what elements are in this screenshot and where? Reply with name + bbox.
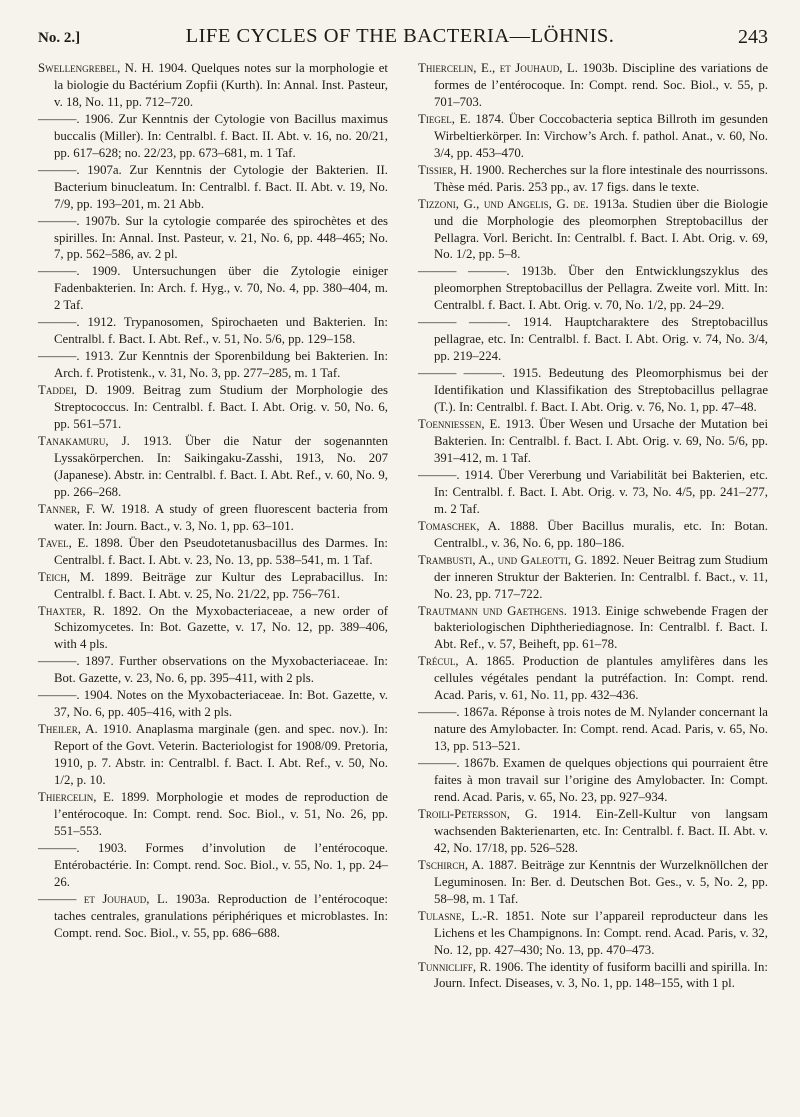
entry-text: 1913. Über Wesen und Ursache der Mutation bei Bakterien. In: Centralbl. f. Bact. I. Abt. Orig. v. 69, No. 5/6, pp. 391–412, m. 1 Taf. <box>434 417 768 465</box>
entry-author: Tulasne, L.-R. <box>418 908 499 923</box>
entry-text: 1892. On the Myxobacteriaceae, a new order of Schizomycetes. In: Bot. Gazette, v. 17, No. 12, pp. 389–406, with 4 pls. <box>54 603 388 652</box>
entry-author: ———. <box>38 111 80 126</box>
bibliography-entry <box>418 314 768 365</box>
bibliography-entry <box>418 755 768 806</box>
entry-text: 1910. Anaplasma marginale (gen. and spec. nov.). In: Report of the Govt. Veterin. Bacteriologist for 1908/09. Pretoria, 1910, p. 7. Abstr. in: Centralbl. f. Bact. I. Abt. Ref., v. 50, No. 1/2, p. 10. <box>54 722 388 788</box>
bibliography-entry <box>418 365 768 416</box>
entry-text: 1915. Bedeutung des Pleomorphismus bei der Identifikation und Klassifikation des Streptobacillus pellagrae (T.). In: Centralbl. f. Bact. I. Abt. Orig. v. 76, No. 1, pp. 47–48. <box>434 366 768 415</box>
entry-author: Trambusti, A., und Galeotti, G. <box>418 552 588 567</box>
entry-author: ———. <box>38 213 80 228</box>
entry-author: ——— ———. <box>418 264 510 279</box>
bibliography-entry <box>418 653 768 704</box>
entry-author: Tanakamuru, J. <box>38 433 130 448</box>
entry-author: Thiercelin, E. <box>38 789 115 804</box>
bibliography-entry <box>38 687 388 721</box>
entry-author: ——— et Jouhaud, L. <box>38 891 168 906</box>
entry-text: 1874. Über Coccobacteria septica Billroth im gesunden Wirbeltierkörper. In: Virchow’s Arch. f. pathol. Anat., v. 60, No. 3/4, pp. 453–470. <box>434 111 768 160</box>
bibliography-entry <box>418 467 768 518</box>
entry-author: Thiercelin, E., et Jouhaud, L. <box>418 61 578 75</box>
entry-text: 1909. Untersuchungen über die Zytologie einiger Fadenbakterien. In: Arch. f. Hyg., v. 70, No. 4, pp. 380–404, m. 2 Taf. <box>54 264 388 313</box>
bibliography-entry <box>38 314 388 348</box>
bibliography-entry <box>418 111 768 162</box>
bibliography-entry <box>38 382 388 433</box>
entry-author: ———. <box>38 315 80 330</box>
bibliography-entry <box>418 263 768 314</box>
entry-text: 1907b. Sur la cytologie comparée des spirochètes et des spirilles. In: Annal. Inst. Pasteur, v. 21, No. 6, pp. 448–465; No. 7, pp. 562–586, av. 2 pl. <box>54 213 388 262</box>
entry-text: 1904. Notes on the Myxobacteriaceae. In: Bot. Gazette, v. 37, No. 6, pp. 405–416, with 2 pls. <box>54 688 388 720</box>
entry-text: 1907a. Zur Kenntnis der Cytologie der Bakterien. II. Bacterium binucleatum. In: Centralbl. f. Bact. II. Abt. v. 19, No. 7/9, pp. 193–201, m. 21 Abb. <box>54 162 388 211</box>
bibliography-entry <box>418 552 768 603</box>
entry-author: ———. <box>418 467 460 482</box>
entry-text: 1914. Über Vererbung und Variabilität bei Bakterien, etc. In: Centralbl. f. Bact. I. Abt. Orig. v. 73, No. 4/5, pp. 241–277, m. 2 Taf. <box>434 467 768 516</box>
entry-text: 1913. Einige schwebende Fragen der bakteriologischen Diphtheriediagnose. In: Centralbl. f. Bact. I. Abt. Ref., v. 57, Beiheft, pp. 61–78. <box>434 603 769 652</box>
entry-author: Tomaschek, A. <box>418 518 501 533</box>
entry-author: Taddei, D. <box>38 383 98 398</box>
entry-author: Tiegel, E. <box>418 111 471 126</box>
bibliography-entry <box>38 840 388 891</box>
entry-author: Tizzoni, G., und Angelis, G. de. <box>418 196 589 211</box>
entry-text: 1914. Ein-Zell-Kultur von langsam wachsenden Bakterienarten, etc. In: Centralbl. f. Bact. II. Abt. v. 42, No. 17/18, pp. 526–528. <box>434 806 768 855</box>
entry-text: 1867b. Examen de quelques objections qui pourraient être faites à mon travail sur l’origine des Amylobacter. In: Compt. rend. Acad. Paris, v. 65, No. 23, pp. 927–934. <box>434 756 768 804</box>
entry-author: ———. <box>38 349 80 364</box>
issue-number: No. 2.] <box>38 30 81 46</box>
bibliography-entry <box>38 603 388 654</box>
entry-text: 1899. Morphologie et modes de reproduction de l’entérocoque. In: Compt. rend. Soc. Biol., v. 51, No. 26, pp. 551–553. <box>54 789 388 838</box>
entry-author: ———. <box>38 162 80 177</box>
entry-author: Teich, M. <box>38 569 95 584</box>
page-header <box>0 0 800 56</box>
entry-text: 1903. Formes d’involution de l’entérocoque. Entérobactérie. In: Compt. rend. Soc. Biol., v. 55, No. 1, pp. 24–26. <box>54 840 388 889</box>
entry-text: 1906. Zur Kenntnis der Cytologie von Bacillus maximus buccalis (Miller). In: Centralbl. f. Bact. II. Abt. v. 16, no. 20/21, pp. 617–628; no. 22/23, pp. 673–681, m. 1 Taf. <box>54 111 388 160</box>
entry-text: 1900. Recherches sur la flore intestinale des nourrissons. Thèse méd. Paris. 253 pp., av. 17 figs. dans le texte. <box>434 162 768 194</box>
bibliography-entry <box>38 348 388 382</box>
entry-text: 1888. Über Bacillus muralis, etc. In: Botan. Centralbl., v. 36, No. 6, pp. 180–186. <box>434 518 768 550</box>
entry-text: 1899. Beiträge zur Kultur des Leprabacillus. In: Centralbl. f. Bact. I. Abt. v. 25, No. 21/22, pp. 756–761. <box>54 569 388 601</box>
bibliography-entry <box>38 60 388 111</box>
entry-text: 1898. Über den Pseudotetanusbacillus des Darmes. In: Centralbl. f. Bact. I. Abt. v. 23, No. 13, pp. 538–541, m. 1 Taf. <box>54 535 388 567</box>
entry-text: 1903a. Reproduction de l’entérocoque: taches centrales, granulations périphériques et microblastes. In: Compt. rend. Soc. Biol., v. 55, pp. 686–688. <box>54 891 388 940</box>
entry-text: 1913b. Über den Entwicklungszyklus des pleomorphen Streptobacillus der Pellagra. Zweite vorl. Mitt. In: Centralbl. f. Bact. I. Abt. Orig. v. 70, No. 1/2, pp. 24–29. <box>434 264 768 313</box>
bibliography-entry <box>38 891 388 942</box>
entry-author: ———. <box>38 840 80 855</box>
page-number: 243 <box>738 26 768 48</box>
entry-text: 1913. Über die Natur der sogenannten Lyssakörperchen. In: Saikingaku-Zasshi, 1913, No. 207 (Japanese). Abstr. in: Centralbl. f. Bact. I. Abt. Ref., v. 60, No. 9, pp. 266–268. <box>54 433 388 499</box>
entry-text: 1913. Zur Kenntnis der Sporenbildung bei Bakterien. In: Arch. f. Protistenk., v. 31, No. 3, pp. 277–285, m. 1 Taf. <box>54 349 388 381</box>
entry-text: 1909. Beitrag zum Studium der Morphologie des Streptococcus. In: Centralbl. f. Bact. I. Abt. Orig. v. 50, No. 6, pp. 561–571. <box>54 383 388 432</box>
entry-text: 1913a. Studien über die Biologie und die Morphologie des pleomorphen Streptobacillus der Pellagra. Vorl. Bericht. In: Centralbl. f. Bact. I. Abt. Orig. v. 69, No. 1/2, pp. 5–8. <box>434 196 768 262</box>
bibliography-entry <box>38 501 388 535</box>
bibliography-entry <box>418 162 768 196</box>
bibliography-entry <box>418 704 768 755</box>
bibliography-entry <box>418 60 768 111</box>
entry-author: Troili-Petersson, G. <box>418 806 538 821</box>
entry-author: Thaxter, R. <box>38 603 105 618</box>
bibliography-entry <box>418 959 768 993</box>
right-column <box>418 60 768 992</box>
entry-author: Swellengrebel, N. H. <box>38 61 154 75</box>
bibliography-entry <box>38 789 388 840</box>
entry-author: Theiler, A. <box>38 722 98 737</box>
bibliography-entry <box>38 111 388 162</box>
bibliography-entry <box>38 569 388 603</box>
bibliography-entry <box>418 518 768 552</box>
bibliography-entry <box>38 162 388 213</box>
entry-text: 1897. Further observations on the Myxobacteriaceae. In: Bot. Gazette, v. 23, No. 6, pp. 395–411, with 2 pls. <box>54 654 388 686</box>
entry-author: ———. <box>418 756 460 771</box>
bibliography-entry <box>418 416 768 467</box>
entry-text: 1914. Hauptcharaktere des Streptobacillus pellagrae, etc. In: Centralbl. f. Bact. I. Abt. Orig. v. 74, No. 3/4, pp. 219–224. <box>434 315 769 364</box>
entry-author: ———. <box>418 705 460 720</box>
bibliography-entry <box>418 196 768 264</box>
bibliography-entry <box>418 806 768 857</box>
entry-author: Trécul, A. <box>418 654 479 669</box>
entry-author: ——— ———. <box>418 315 511 330</box>
bibliography-entry <box>38 433 388 501</box>
entry-author: ———. <box>38 654 80 669</box>
entry-author: Tunnicliff, R. <box>418 959 492 974</box>
bibliography-entry <box>418 857 768 908</box>
entry-text: 1904. Quelques notes sur la morphologie et la biologie du Bactérium Zopfii (Kurth). In: Annal. Inst. Pasteur, v. 18, No. 11, pp. 712–720. <box>54 61 388 109</box>
entry-author: Tavel, E. <box>38 535 89 550</box>
left-column <box>38 60 388 942</box>
entry-author: Trautmann und Gaethgens. <box>418 603 568 618</box>
bibliography-entry <box>38 721 388 789</box>
entry-text: 1906. The identity of fusiform bacilli and spirilla. In: Journ. Infect. Diseases, v. 3, No. 1, pp. 148–155, with 1 pl. <box>434 959 768 991</box>
entry-author: ———. <box>38 264 80 279</box>
bibliography-entry <box>38 653 388 687</box>
entry-text: 1867a. Réponse à trois notes de M. Nylander concernant la nature des Amylobacter. In: Compt. rend. Acad. Paris, v. 65, No. 13, pp. 513–521. <box>434 705 768 754</box>
bibliography-entry <box>38 213 388 264</box>
entry-author: Toenniessen, E. <box>418 417 501 432</box>
bibliography-entry <box>418 603 768 654</box>
entry-text: 1851. Note sur l’appareil reproducteur dans les Lichens et les Champignons. In: Compt. rend. Acad. Paris, v. 32, No. 12, pp. 427–430; No. 13, pp. 470–473. <box>434 908 768 957</box>
entry-text: 1892. Neuer Beitrag zum Studium der inneren Struktur der Bakterien. In: Centralbl. f. Bact., v. 11, No. 23, pp. 717–722. <box>434 552 768 601</box>
entry-author: Tschirch, A. <box>418 857 484 872</box>
entry-text: 1912. Trypanosomen, Spirochaeten und Bakterien. In: Centralbl. f. Bact. I. Abt. Ref., v. 51, No. 5/6, pp. 129–158. <box>54 315 388 347</box>
entry-author: Tanner, F. W. <box>38 501 116 516</box>
bibliography-entry <box>38 535 388 569</box>
entry-author: Tissier, H. <box>418 162 473 177</box>
bibliography-entry <box>418 908 768 959</box>
entry-text: 1903b. Discipline des variations de formes de l’entérocoque. In: Compt. rend. Soc. Biol., v. 55, p. 701–703. <box>434 61 768 109</box>
entry-text: 1918. A study of green fluorescent bacteria from water. In: Journ. Bact., v. 3, No. 1, pp. 63–101. <box>54 501 388 533</box>
running-title: LIFE CYCLES OF THE BACTERIA—LÖHNIS. <box>185 25 615 47</box>
entry-author: ———. <box>38 688 80 703</box>
entry-text: 1887. Beiträge zur Kenntnis der Wurzelknöllchen der Leguminosen. In: Ber. d. Deutschen Bot. Ges., v. 5, No. 2, pp. 58–98, m. 1 Taf. <box>434 857 768 906</box>
entry-author: ——— ———. <box>418 366 506 381</box>
entry-text: 1865. Production de plantules amylifères dans les cellules végétales pendant la putréfaction. In: Compt. rend. Acad. Paris, v. 61, No. 11, pp. 432–436. <box>434 654 768 703</box>
bibliography-entry <box>38 263 388 314</box>
